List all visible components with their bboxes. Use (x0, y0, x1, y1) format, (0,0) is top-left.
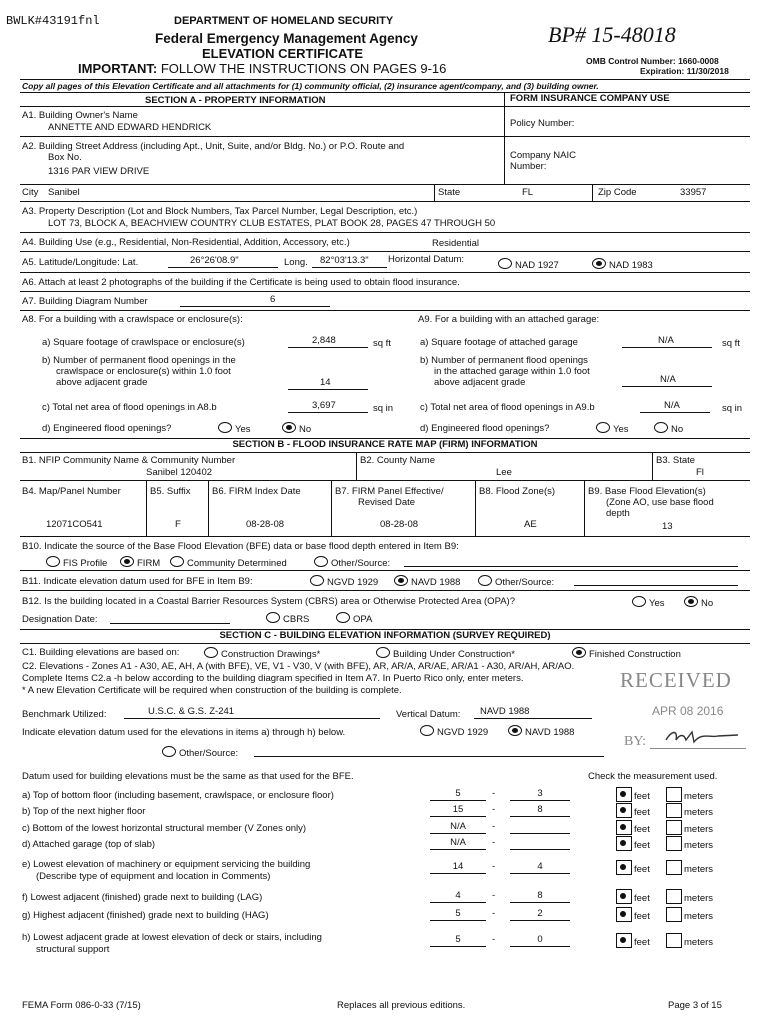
nad1927-option[interactable] (498, 258, 559, 271)
c-other-radio[interactable] (162, 746, 176, 757)
bp-number-handwritten: BP# 15-48018 (548, 22, 676, 47)
omb-number: OMB Control Number: 1660-0008 (586, 56, 719, 66)
zip-value[interactable]: 33957 (680, 187, 707, 198)
meters-text: meters (684, 864, 714, 875)
community-radio[interactable] (170, 556, 184, 567)
c1-finished[interactable] (572, 647, 681, 660)
b12-no-text: No (701, 598, 714, 609)
a9d-yes-text: Yes (613, 424, 629, 435)
elevation-dash: - (492, 934, 496, 945)
finished-text: Finished Construction (589, 649, 681, 660)
a8c-value[interactable]: 3,697 (312, 400, 336, 411)
horizontal-datum-label: Horizontal Datum: (388, 254, 465, 265)
a2-label-2: Box No. (48, 152, 82, 163)
community-text: Community Determined (187, 558, 287, 569)
c-ngvd[interactable] (420, 725, 488, 738)
b11-other[interactable] (478, 575, 554, 588)
meters-checkbox[interactable] (666, 907, 682, 922)
c-ngvd-text: NGVD 1929 (437, 727, 489, 738)
meters-text: meters (684, 791, 714, 802)
a9d-no-text: No (671, 424, 684, 435)
a5-label: A5. Latitude/Longitude: Lat. (22, 257, 139, 268)
b12-no[interactable] (684, 596, 713, 609)
vertical-datum-value[interactable]: NAVD 1988 (480, 706, 530, 717)
meters-checkbox[interactable] (666, 889, 682, 904)
elevation-row-label: d) Attached garage (top of slab) (22, 839, 156, 850)
naic-label-1: Company NAIC (510, 150, 576, 161)
b11-ngvd-text: NGVD 1929 (327, 577, 379, 588)
b10-firm[interactable] (120, 556, 160, 569)
meters-text: meters (684, 807, 714, 818)
dept-title: DEPARTMENT OF HOMELAND SECURITY (174, 15, 394, 27)
elevation-dash: - (492, 908, 496, 919)
b7-value[interactable]: 08-28-08 (380, 519, 419, 530)
feet-option[interactable] (616, 820, 650, 835)
a8a-unit: sq ft (373, 338, 391, 349)
b2-value[interactable]: Lee (496, 467, 512, 478)
a8d-yes-text: Yes (235, 424, 251, 435)
a9b-label-1: b) Number of permanent flood openings (420, 355, 588, 366)
copy-note: Copy all pages of this Elevation Certificate and all attachments for (1) community official, (2) insurance agent/company, and (3) building owner. (22, 81, 599, 91)
elevation-row-label: f) Lowest adjacent (finished) grade next to building (LAG) (22, 892, 263, 903)
other-source-radio[interactable] (314, 556, 328, 567)
a9a-unit: sq ft (722, 338, 740, 349)
a8b-label-2: crawlspace or enclosure(s) within 1.0 foot (56, 366, 231, 377)
elevation-value-feet[interactable]: 5 (455, 908, 461, 919)
b9-label-3: depth (606, 508, 630, 519)
nad1983-radio[interactable] (592, 258, 606, 269)
feet-text: feet (634, 864, 650, 875)
check-measurement-label: Check the measurement used. (588, 771, 718, 782)
a8d-yes[interactable] (218, 422, 251, 435)
a8d-no-radio[interactable] (282, 422, 296, 433)
feet-checkbox[interactable] (616, 820, 632, 835)
section-a-title: SECTION A - PROPERTY INFORMATION (145, 95, 326, 106)
meters-checkbox[interactable] (666, 820, 682, 835)
a8b-value[interactable]: 14 (320, 377, 331, 388)
feet-option[interactable] (616, 907, 650, 922)
c-ngvd-radio[interactable] (420, 725, 434, 736)
b10-fis[interactable] (46, 556, 107, 569)
same-datum-note: Datum used for building elevations must be the same as that used for the BFE. (22, 771, 354, 782)
b11-navd-radio[interactable] (394, 575, 408, 586)
elevation-value-feet[interactable]: 4 (455, 890, 461, 901)
elevation-value-feet[interactable]: 5 (455, 934, 461, 945)
feet-option[interactable] (616, 787, 650, 802)
received-stamp-date: APR 08 2016 (652, 704, 724, 718)
c-navd-text: NAVD 1988 (525, 727, 575, 738)
section-b-title: SECTION B - FLOOD INSURANCE RATE MAP (FIRM) INFORMATION (232, 439, 538, 450)
a2-address[interactable]: 1316 PAR VIEW DRIVE (48, 166, 150, 177)
b1-value[interactable]: Sanibel 120402 (146, 467, 213, 478)
elevation-value-inches[interactable]: 0 (537, 934, 543, 945)
a8a-value[interactable]: 2,848 (312, 335, 336, 346)
a9d-label: d) Engineered flood openings? (420, 423, 550, 434)
feet-text: feet (634, 893, 650, 904)
other-source-text: Other/Source: (331, 558, 391, 569)
received-stamp-by: BY: (624, 734, 647, 749)
elevation-dash: - (492, 821, 496, 832)
c1-label: C1. Building elevations are based on: (22, 647, 180, 658)
city-label: City (22, 187, 39, 198)
feet-text: feet (634, 911, 650, 922)
opa-radio[interactable] (336, 612, 350, 623)
a9c-value[interactable]: N/A (664, 400, 680, 411)
received-stamp: RECEIVED (620, 668, 732, 692)
a9d-yes-radio[interactable] (596, 422, 610, 433)
meters-option[interactable] (666, 860, 713, 875)
feet-checkbox[interactable] (616, 860, 632, 875)
b10-other[interactable] (314, 556, 390, 569)
b5-value[interactable]: F (175, 519, 181, 530)
elevation-value-inches[interactable]: 4 (537, 861, 543, 872)
a9a-value[interactable]: N/A (658, 335, 674, 346)
a9d-no[interactable] (654, 422, 683, 435)
b7-label-2: Revised Date (358, 497, 416, 508)
opa-option[interactable] (336, 612, 372, 625)
cbrs-text: CBRS (283, 614, 310, 625)
feet-checkbox[interactable] (616, 836, 632, 851)
a9c-label: c) Total net area of flood openings in A9.b (420, 402, 595, 413)
a8d-yes-radio[interactable] (218, 422, 232, 433)
b10-label: B10. Indicate the source of the Base Flood Elevation (BFE) data or base flood depth entered in Item B9: (22, 541, 459, 552)
feet-text: feet (634, 840, 650, 851)
page-number: Page 3 of 15 (668, 1000, 722, 1011)
meters-text: meters (684, 840, 714, 851)
latitude-value[interactable]: 26°26'08.9" (190, 255, 239, 266)
c1-construction[interactable] (204, 647, 320, 660)
feet-checkbox[interactable] (616, 933, 632, 948)
a8d-no-text: No (299, 424, 312, 435)
a8d-label: d) Engineered flood openings? (42, 423, 172, 434)
feet-text: feet (634, 937, 650, 948)
meters-text: meters (684, 824, 714, 835)
state-value[interactable]: FL (522, 187, 534, 198)
b10-community[interactable] (170, 556, 287, 569)
c-other-text: Other/Source: (179, 748, 239, 759)
received-signature (662, 726, 742, 748)
b4-value[interactable]: 12071CO541 (46, 519, 103, 530)
b2-label: B2. County Name (360, 455, 435, 466)
feet-option[interactable] (616, 933, 650, 948)
elevation-value-inches[interactable]: 8 (537, 804, 543, 815)
b9-label-2: (Zone AO, use base flood (606, 497, 714, 508)
a3-label: A3. Property Description (Lot and Block Numbers, Tax Parcel Number, Legal Description, etc.) (22, 206, 418, 217)
a8c-unit: sq in (373, 403, 394, 414)
long-label: Long. (284, 257, 308, 268)
feet-option[interactable] (616, 836, 650, 851)
a9d-yes[interactable] (596, 422, 629, 435)
elevation-dash: - (492, 804, 496, 815)
elevation-value-inches[interactable]: 3 (537, 788, 543, 799)
b11-label: B11. Indicate elevation datum used for BFE in Item B9: (22, 576, 253, 587)
elevation-row-label: h) Lowest adjacent grade at lowest elevation of deck or stairs, including (22, 932, 322, 943)
a9b-label-3: above adjacent grade (434, 377, 526, 388)
elevation-row-label: b) Top of the next higher floor (22, 806, 146, 817)
state-label: State (438, 187, 461, 198)
b3-value[interactable]: Fl (696, 467, 704, 478)
a9b-label-2: in the attached garage within 1.0 foot (434, 366, 590, 377)
agency-title: Federal Emergency Management Agency (155, 31, 418, 46)
meters-text: meters (684, 893, 714, 904)
c-other[interactable] (162, 746, 238, 759)
replaces-note: Replaces all previous editions. (337, 1000, 466, 1011)
a4-building-use[interactable]: Residential (432, 238, 479, 249)
c2-line-1: C2. Elevations - Zones A1 - A30, AE, AH, A (with BFE), VE, V1 - V30, V (with BFE), AR, AR/A, AR/AE, AR/A1 - A30, AR/AH, AR/AO. (22, 661, 575, 672)
elevation-value-feet[interactable]: 5 (455, 788, 461, 799)
meters-option[interactable] (666, 933, 713, 948)
elevation-dash: - (492, 837, 496, 848)
firm-text: FIRM (137, 558, 161, 569)
cbrs-radio[interactable] (266, 612, 280, 623)
c-navd-radio[interactable] (508, 725, 522, 736)
b8-label: B8. Flood Zone(s) (479, 486, 556, 497)
b11-ngvd[interactable] (310, 575, 378, 588)
zip-label: Zip Code (598, 187, 637, 198)
b11-other-text: Other/Source: (495, 577, 555, 588)
nad1927-radio[interactable] (498, 258, 512, 269)
feet-option[interactable] (616, 889, 650, 904)
feet-checkbox[interactable] (616, 787, 632, 802)
feet-text: feet (634, 807, 650, 818)
expiration: Expiration: 11/30/2018 (640, 66, 729, 76)
c-navd[interactable] (508, 725, 574, 738)
under-construction-radio[interactable] (376, 647, 390, 658)
longitude-value[interactable]: 82°03'13.3" (320, 255, 369, 266)
meters-option[interactable] (666, 907, 713, 922)
important-label: IMPORTANT: (78, 61, 158, 76)
insurance-use-title: FORM INSURANCE COMPANY USE (510, 93, 670, 104)
meters-checkbox[interactable] (666, 787, 682, 802)
elevation-value-feet[interactable]: N/A (450, 837, 466, 848)
b12-label: B12. Is the building located in a Coastal Barrier Resources System (CBRS) area or Otherwise Protected Area (OPA)? (22, 596, 515, 607)
construction-text: Construction Drawings* (221, 649, 321, 660)
a9a-label: a) Square footage of attached garage (420, 337, 578, 348)
a9d-no-radio[interactable] (654, 422, 668, 433)
b12-yes[interactable] (632, 596, 665, 609)
construction-radio[interactable] (204, 647, 218, 658)
naic-label-2: Number: (510, 161, 547, 172)
document-id: BWLK#43191fnl (6, 14, 100, 28)
elevation-row-label: a) Top of bottom floor (including basement, crawlspace, or enclosure floor) (22, 790, 334, 801)
b11-navd-text: NAVD 1988 (411, 577, 461, 588)
elevation-dash: - (492, 890, 496, 901)
b12-yes-text: Yes (649, 598, 665, 609)
meters-text: meters (684, 937, 714, 948)
under-construction-text: Building Under Construction* (393, 649, 515, 660)
a8a-label: a) Square footage of crawlspace or enclosure(s) (42, 337, 245, 348)
elevation-row-label: e) Lowest elevation of machinery or equipment servicing the building (22, 859, 311, 870)
a1-owner-name[interactable]: ANNETTE AND EDWARD HENDRICK (48, 122, 212, 133)
b6-label: B6. FIRM Index Date (212, 486, 301, 497)
form-title: ELEVATION CERTIFICATE (202, 46, 364, 61)
b5-label: B5. Suffix (150, 486, 191, 497)
a8b-label-3: above adjacent grade (56, 377, 148, 388)
feet-text: feet (634, 824, 650, 835)
b11-navd[interactable] (394, 575, 460, 588)
cbrs-option[interactable] (266, 612, 309, 625)
indicate-datum-label: Indicate elevation datum used for the elevations in items a) through h) below. (22, 727, 346, 738)
b12-yes-radio[interactable] (632, 596, 646, 607)
elevation-value-feet[interactable]: 15 (452, 804, 464, 815)
meters-option[interactable] (666, 820, 713, 835)
a9b-value[interactable]: N/A (660, 374, 676, 385)
benchmark-label: Benchmark Utilized: (22, 709, 107, 720)
form-number: FEMA Form 086-0-33 (7/15) (22, 1000, 141, 1011)
c2-line-2: Complete Items C2.a -h below according to the building diagram specified in Item A7. In Puerto Rico only, enter meters. (22, 673, 524, 684)
elevation-row-label-2: (Describe type of equipment and location in Comments) (36, 871, 271, 882)
opa-text: OPA (353, 614, 373, 625)
meters-option[interactable] (666, 836, 713, 851)
feet-text: feet (634, 791, 650, 802)
a7-diagram-number[interactable]: 6 (270, 294, 276, 305)
city-value[interactable]: Sanibel (48, 187, 80, 198)
a9c-unit: sq in (722, 403, 743, 414)
feet-checkbox[interactable] (616, 803, 632, 818)
meters-checkbox[interactable] (666, 860, 682, 875)
section-c-title: SECTION C - BUILDING ELEVATION INFORMATION (SURVEY REQUIRED) (219, 630, 551, 641)
meters-text: meters (684, 911, 714, 922)
benchmark-value[interactable]: U.S.C. & G.S. Z-241 (148, 706, 235, 717)
meters-checkbox[interactable] (666, 933, 682, 948)
elevation-value-feet[interactable]: 14 (452, 861, 464, 872)
b12-no-radio[interactable] (684, 596, 698, 607)
vertical-datum-label: Vertical Datum: (396, 709, 461, 720)
a2-label-1: A2. Building Street Address (including Apt., Unit, Suite, and/or Bldg. No.) or P.O. Route and (22, 141, 405, 152)
b7-label-1: B7. FIRM Panel Effective/ (335, 486, 444, 497)
firm-radio[interactable] (120, 556, 134, 567)
b1-label: B1. NFIP Community Name & Community Number (22, 455, 236, 466)
nad1983-text: NAD 1983 (609, 260, 653, 271)
elevation-row-label: c) Bottom of the lowest horizontal structural member (V Zones only) (22, 823, 307, 834)
a8-label: A8. For a building with a crawlspace or enclosure(s): (22, 314, 243, 325)
policy-number-label: Policy Number: (510, 118, 575, 129)
fis-radio[interactable] (46, 556, 60, 567)
meters-option[interactable] (666, 889, 713, 904)
feet-option[interactable] (616, 803, 650, 818)
elevation-dash: - (492, 861, 496, 872)
b8-value[interactable]: AE (524, 519, 537, 530)
nad1983-option[interactable] (592, 258, 653, 271)
finished-radio[interactable] (572, 647, 586, 658)
b4-label: B4. Map/Panel Number (22, 486, 121, 497)
nad1927-text: NAD 1927 (515, 260, 559, 271)
a4-label: A4. Building Use (e.g., Residential, Non-Residential, Addition, Accessory, etc.) (22, 237, 350, 248)
c2-line-3: * A new Elevation Certificate will be required when construction of the building is complete. (22, 685, 402, 696)
b9-label-1: B9. Base Flood Elevation(s) (588, 486, 706, 497)
elevation-dash: - (492, 788, 496, 799)
b9-value[interactable]: 13 (662, 521, 673, 532)
important-note (78, 61, 446, 76)
meters-option[interactable] (666, 803, 713, 818)
elevation-value-feet[interactable]: N/A (450, 821, 466, 832)
b6-value[interactable]: 08-28-08 (246, 519, 285, 530)
b3-label: B3. State (656, 455, 696, 466)
a8c-label: c) Total net area of flood openings in A8.b (42, 402, 217, 413)
feet-option[interactable] (616, 860, 650, 875)
feet-checkbox[interactable] (616, 889, 632, 904)
elevation-row-label-2: structural support (36, 944, 110, 955)
designation-date-label: Designation Date: (22, 614, 98, 625)
elevation-value-inches[interactable]: 8 (537, 890, 543, 901)
c1-under-construction[interactable] (376, 647, 515, 660)
meters-checkbox[interactable] (666, 803, 682, 818)
a8d-no[interactable] (282, 422, 311, 435)
b11-ngvd-radio[interactable] (310, 575, 324, 586)
important-text: FOLLOW THE INSTRUCTIONS ON PAGES 9-16 (160, 61, 447, 76)
a8b-label-1: b) Number of permanent flood openings in the (42, 355, 236, 366)
a7-label: A7. Building Diagram Number (22, 296, 148, 307)
elevation-value-inches[interactable]: 2 (537, 908, 543, 919)
b11-other-radio[interactable] (478, 575, 492, 586)
meters-option[interactable] (666, 787, 713, 802)
fis-text: FIS Profile (63, 558, 108, 569)
a9-label: A9. For a building with an attached garage: (418, 314, 600, 325)
meters-checkbox[interactable] (666, 836, 682, 851)
a1-label: A1. Building Owner's Name (22, 110, 138, 121)
feet-checkbox[interactable] (616, 907, 632, 922)
a6-label: A6. Attach at least 2 photographs of the building if the Certificate is being used to obtain flood insurance. (22, 277, 460, 288)
elevation-row-label: g) Highest adjacent (finished) grade next to building (HAG) (22, 910, 269, 921)
a3-property-description[interactable]: LOT 73, BLOCK A, BEACHVIEW COUNTRY CLUB ESTATES, PLAT BOOK 28, PAGES 47 THROUGH 50 (48, 218, 496, 229)
